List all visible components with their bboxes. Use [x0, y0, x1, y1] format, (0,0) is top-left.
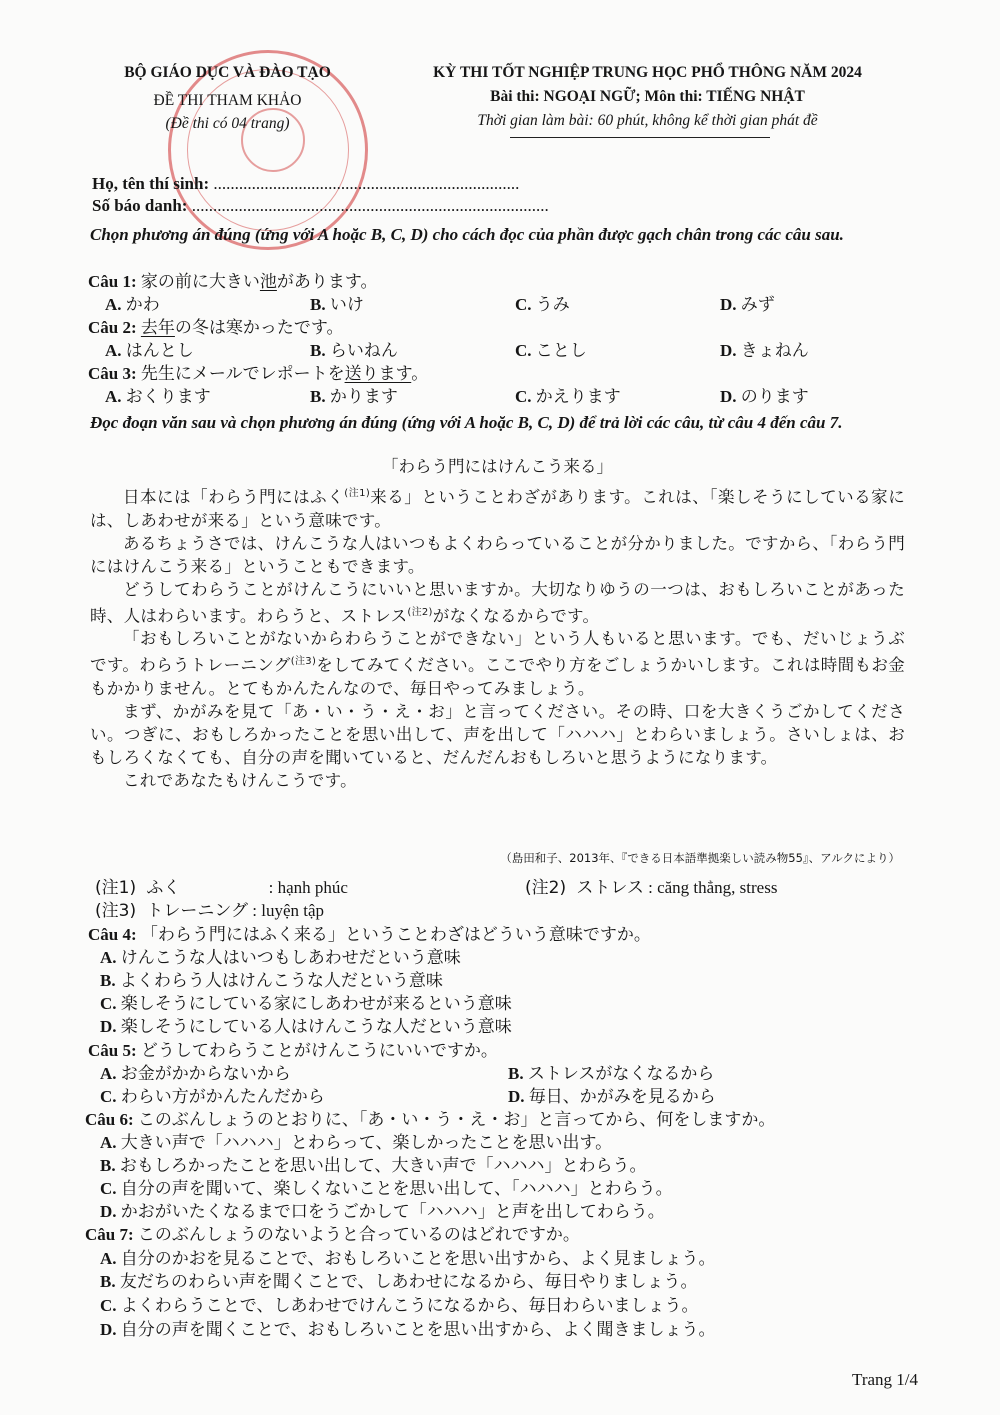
note-marker-3: (注3) — [290, 656, 317, 667]
header-divider — [510, 137, 770, 138]
section2-instruction: Đọc đoạn văn sau và chọn phương án đúng (ứng với A hoặc B, C, D) để trả lời các câu, từ câu 4 đến câu 7. — [90, 413, 843, 432]
question-3-option-b[interactable]: B. かります — [310, 387, 398, 407]
passage-paragraph-3: どうしてわらうことがけんこうにいいと思いますか。大切なりゆうの一つは、おもしろいことがあった時、人はわらいます。わらうと、ストレス$^{(注2)}$がなくなるからです。 — [90, 579, 905, 625]
question-7-option-b[interactable]: B. 友だちのわらい声を聞くことで、しあわせになるから、毎日やりましょう。 — [100, 1272, 698, 1292]
question-7-option-d[interactable]: D. 自分の声を聞くことで、おもしろいことを思い出すから、よく聞きましょう。 — [100, 1320, 716, 1340]
question-6-option-b[interactable]: B. おもしろかったことを思い出して、大きい声で「ハハハ」とわらう。 — [100, 1156, 647, 1176]
question-4-option-d[interactable]: D. 楽しそうにしている人はけんこうな人だという意味 — [100, 1017, 512, 1037]
question-1-underlined: 池 — [259, 272, 277, 292]
question-1-option-a[interactable]: A. かわ — [105, 295, 160, 315]
note-1: (注1) ふく : hạnh phúc — [95, 878, 348, 898]
question-5-label: Câu 5: — [88, 1041, 137, 1060]
question-3-option-c[interactable]: C. かえります — [515, 387, 621, 407]
question-2-text: 去年の冬は寒かったです。 — [140, 318, 344, 338]
question-1 — [88, 270, 378, 294]
question-2 — [88, 316, 344, 340]
candidate-id-label: Số báo danh: — [92, 196, 188, 215]
question-7 — [85, 1223, 580, 1247]
question-5-text: どうしてわらうことがけんこうにいいですか。 — [140, 1041, 498, 1061]
question-3-underlined: 送ります — [344, 364, 412, 384]
question-4 — [88, 923, 651, 947]
passage-paragraph-4: 「おもしろいことがないからわらうことができない」という人もいると思います。でも、だいじょうぶです。わらうトレーニング$^{(注3)}$をしてみてください。ここでやり方をごしょうかいします。これは時間もお金もかかりません。とてもかんたんなので、毎日やってみましょう。 — [90, 629, 905, 698]
question-3 — [88, 362, 428, 386]
note-2: (注2) ストレス : căng thẳng, stress — [525, 878, 778, 898]
question-7-option-c[interactable]: C. よくわらうことで、しあわせでけんこうになるから、毎日わらいましょう。 — [100, 1296, 699, 1316]
time-note: Thời gian làm bài: 60 phút, không kể thời gian phát đề — [477, 112, 818, 129]
question-6-option-c[interactable]: C. 自分の声を聞いて、楽しくないことを思い出して、「ハハハ」とわらう。 — [100, 1179, 673, 1199]
question-2-option-c[interactable]: C. ことし — [515, 341, 587, 361]
question-5 — [88, 1039, 498, 1063]
candidate-id-field[interactable]: .................................................................................... — [191, 196, 549, 215]
question-2-label: Câu 2: — [88, 318, 137, 337]
question-3-option-d[interactable]: D. のります — [720, 387, 809, 407]
question-1-label: Câu 1: — [88, 272, 137, 291]
ministry-name: BỘ GIÁO DỤC VÀ ĐÀO TẠO — [124, 64, 331, 81]
passage-paragraph-1: 日本には「わらう門にはふく$^{(注1)}$来る」ということわざがあります。これは、「楽しそうにしている家には、しあわせが来る」という意味です。 — [90, 487, 905, 530]
question-2-option-a[interactable]: A. はんとし — [105, 341, 194, 361]
passage-paragraph-5: まず、かがみを見て「あ・い・う・え・お」と言ってください。その時、口を大きくうごかしてください。つぎに、おもしろかったことを思い出して、声を出して「ハハハ」とわらいましょう。さいしょは、おもしろくなくても、自分の声を聞いていると、だんだんおもしろいと思うようになります。 — [90, 701, 905, 767]
question-2-option-d[interactable]: D. きょねん — [720, 341, 809, 361]
candidate-name-field[interactable]: ........................................................................ — [213, 174, 520, 193]
candidate-id-row — [92, 194, 549, 217]
section1-instruction: Chọn phương án đúng (ứng với A hoặc B, C, D) cho cách đọc của phần được gạch chân trong các câu sau. — [90, 225, 844, 244]
question-7-option-a[interactable]: A. 自分のかおを見ることで、おもしろいことを思い出すから、よく見ましょう。 — [100, 1249, 716, 1269]
question-6-option-d[interactable]: D. かおがいたくなるまで口をうごかして「ハハハ」と声を出してわらう。 — [100, 1202, 665, 1222]
question-1-option-c[interactable]: C. うみ — [515, 295, 570, 315]
exam-type: ĐỀ THI THAM KHẢO — [153, 92, 302, 109]
question-4-label: Câu 4: — [88, 925, 137, 944]
exam-subject: Bài thi: NGOẠI NGỮ; Môn thi: TIẾNG NHẬT — [490, 88, 805, 105]
question-3-label: Câu 3: — [88, 364, 137, 383]
question-6-option-a[interactable]: A. 大きい声で「ハハハ」とわらって、楽しかったことを思い出す。 — [100, 1133, 613, 1153]
note-marker-2: (注2) — [407, 606, 433, 618]
question-5-option-c[interactable]: C. わらい方がかんたんだから — [100, 1087, 325, 1107]
question-1-option-d[interactable]: D. みず — [720, 295, 775, 315]
question-3-option-a[interactable]: A. おくります — [105, 387, 211, 407]
exam-title: KỲ THI TỐT NGHIỆP TRUNG HỌC PHỔ THÔNG NĂM 2024 — [433, 64, 862, 81]
question-2-option-b[interactable]: B. らいねん — [310, 341, 398, 361]
note-3: (注3) トレーニング : luyện tập — [95, 901, 325, 921]
question-5-option-b[interactable]: B. ストレスがなくなるから — [508, 1064, 715, 1084]
question-4-option-a[interactable]: A. けんこうな人はいつもしあわせだという意味 — [100, 948, 461, 968]
question-7-label: Câu 7: — [85, 1225, 134, 1244]
question-6 — [85, 1108, 775, 1132]
question-3-text: 先生にメールでレポートを送ります。 — [140, 364, 429, 384]
question-5-option-a[interactable]: A. お金がかからないから — [100, 1064, 291, 1084]
passage-body — [90, 482, 905, 792]
question-7-text: このぶんしょうのないようと合っているのはどれですか。 — [137, 1225, 580, 1245]
question-4-option-c[interactable]: C. 楽しそうにしている家にしあわせが来るという意味 — [100, 994, 512, 1014]
candidate-name-row — [92, 172, 519, 195]
question-4-text: 「わらう門にはふく来る」ということわざはどういう意味ですか。 — [140, 925, 651, 945]
question-1-text: 家の前に大きい池があります。 — [140, 272, 378, 292]
question-6-text: このぶんしょうのとおりに、「あ・い・う・え・お」と言ってから、何をしますか。 — [137, 1110, 776, 1130]
page-number: Trang 1/4 — [852, 1370, 918, 1389]
question-6-label: Câu 6: — [85, 1110, 134, 1129]
candidate-name-label: Họ, tên thí sinh: — [92, 174, 210, 193]
question-1-option-b[interactable]: B. いけ — [310, 295, 364, 315]
passage-title: 「わらう門にはけんこう来る」 — [382, 457, 613, 476]
question-5-option-d[interactable]: D. 毎日、かがみを見るから — [508, 1087, 716, 1107]
passage-paragraph-2: あるちょうさでは、けんこうな人はいつもよくわらっていることが分かりました。ですから、「わらう門にはけんこう来る」ということもできます。 — [90, 533, 905, 576]
passage-paragraph-6: これであなたもけんこうです。 — [123, 770, 357, 790]
question-2-underlined: 去年 — [140, 318, 175, 338]
question-4-option-b[interactable]: B. よくわらう人はけんこうな人だという意味 — [100, 971, 443, 991]
passage-source: （島田和子、2013年、『できる日本語準拠楽しい読み物55』、アルクにより） — [500, 851, 900, 865]
pages-note: (Đề thi có 04 trang) — [165, 115, 290, 132]
note-marker-1: (注1) — [344, 488, 371, 499]
